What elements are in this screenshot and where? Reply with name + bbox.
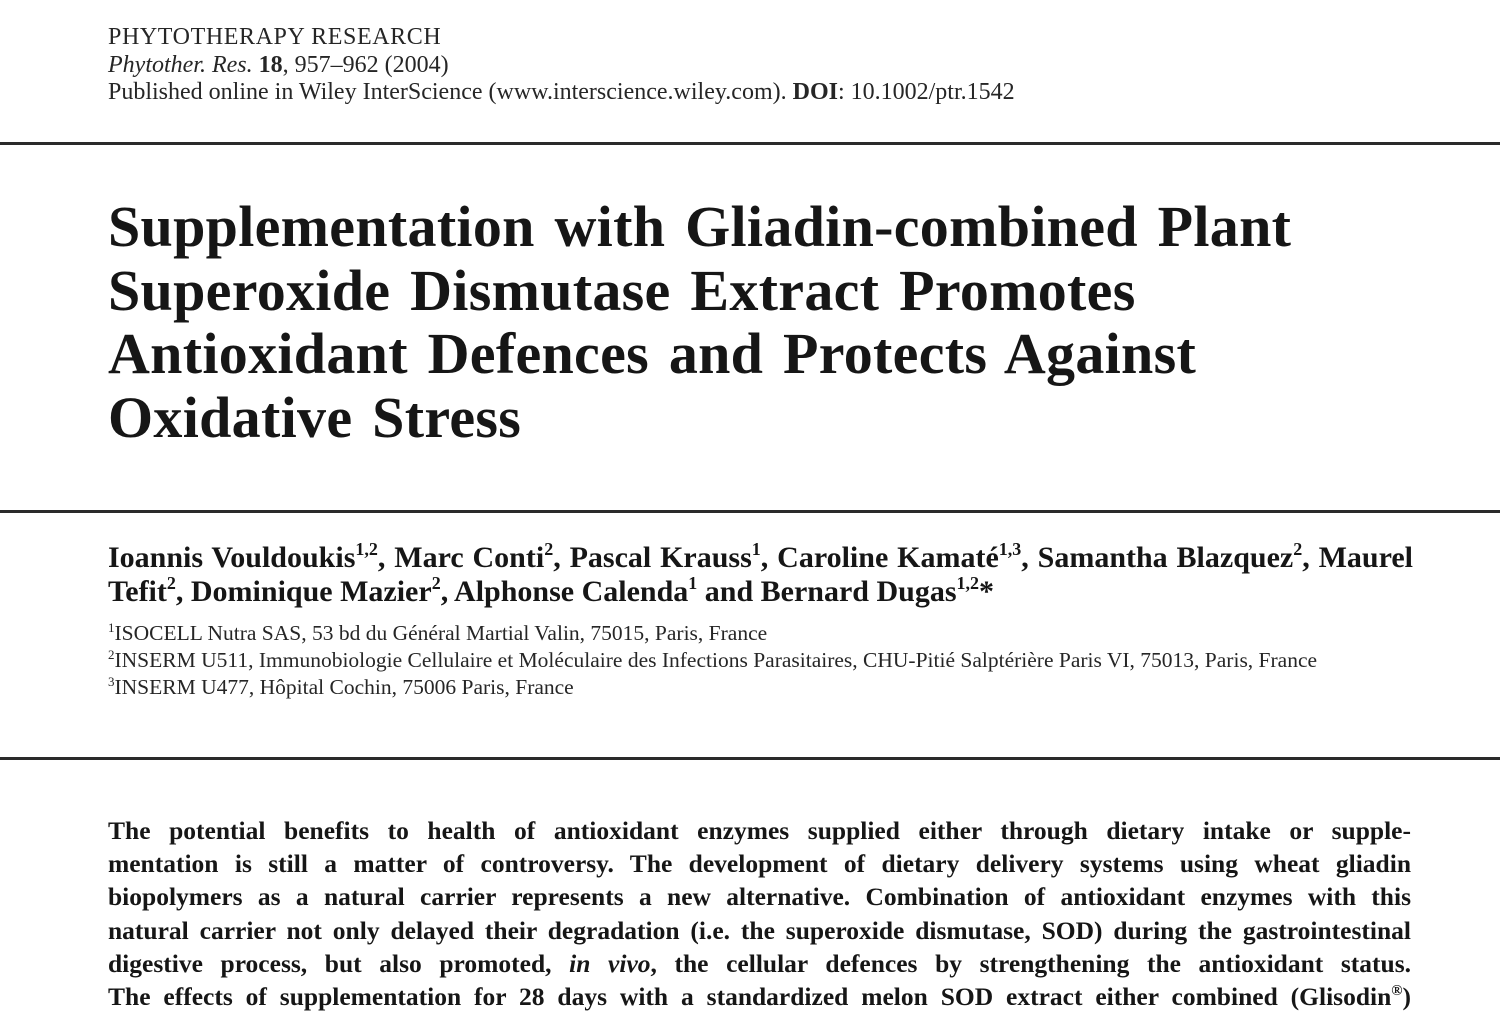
- publication-info: [108, 79, 1015, 107]
- affiliation: [108, 647, 1398, 674]
- corresponding-author-mark: *: [979, 575, 995, 608]
- affiliation-number: 1: [108, 620, 115, 635]
- published-online-text: Published online in Wiley InterScience (www.interscience.wiley.com).: [108, 79, 787, 105]
- author: Bernard Dugas: [760, 575, 957, 608]
- doi-value: : 10.1002/ptr.1542: [837, 79, 1015, 105]
- journal-citation: [108, 52, 1015, 80]
- author-affiliation-mark: 1,3: [998, 539, 1022, 559]
- author: Marc Conti: [394, 541, 545, 574]
- abstract-line: The potential benefits to health of antioxidant enzymes supplied either through dietary intake or supple-: [108, 816, 1411, 845]
- author: Caroline Kamaté: [777, 541, 999, 574]
- author-separator: ,: [1302, 541, 1319, 574]
- author-affiliation-mark: 1: [751, 539, 761, 559]
- abstract-text: , the cellular defences by strengthening the antioxidant status.: [650, 948, 1412, 978]
- abstract-line: biopolymers as a natural carrier represents a new alternative. Combination of antioxidant enzymes with this: [108, 882, 1411, 912]
- author-affiliation-mark: 2: [1293, 539, 1303, 559]
- affiliation-number: 3: [108, 674, 115, 690]
- author: Samantha Blazquez: [1037, 541, 1294, 574]
- journal-name: PHYTOTHERAPY RESEARCH: [108, 24, 442, 50]
- affiliation-number: 2: [108, 647, 115, 663]
- author-separator: and: [697, 575, 761, 608]
- abstract-line: [108, 980, 1411, 1013]
- author-affiliation-mark: 2: [544, 539, 554, 559]
- author-separator: ,: [440, 575, 455, 608]
- registered-mark: ®: [1391, 983, 1403, 1000]
- affiliation: [108, 620, 1398, 647]
- abstract-line: natural carrier not only delayed their degradation (i.e. the superoxide dismutase, SOD) during the gastrointestinal: [108, 915, 1411, 945]
- title-divider: [0, 510, 1500, 513]
- abstract-line: [108, 947, 1411, 980]
- author-affiliation-mark: 2: [431, 573, 441, 593]
- article-title: Supplementation with Gliadin-combined Plant Superoxide Dismutase Extract Promotes Antioxidant Defences and Protects Against Oxidative Stress: [108, 194, 1292, 450]
- author-separator: ,: [553, 541, 570, 574]
- journal-header: [108, 24, 1015, 107]
- affiliation-text: ISOCELL Nutra SAS, 53 bd du Général Martial Valin, 75015, Paris, France: [114, 621, 768, 645]
- author-separator: ,: [1021, 541, 1038, 574]
- author-affiliation-mark: 1,2: [956, 573, 980, 593]
- journal-pages-year: , 957–962 (2004): [282, 51, 449, 78]
- header-divider: [0, 142, 1500, 145]
- abstract-text: The effects of supplementation for 28 days with a standardized melon SOD extract either combined (Glisodin: [108, 982, 1392, 1012]
- abstract-text: ): [1402, 982, 1411, 1012]
- author-separator: ,: [377, 541, 395, 574]
- abstract: [108, 814, 1411, 1013]
- journal-abbrev: Phytother. Res.: [108, 51, 253, 78]
- author-affiliation-mark: 2: [166, 573, 176, 593]
- abstract-italic-term: in vivo: [569, 948, 651, 978]
- author-affiliation-mark: 1: [688, 573, 698, 593]
- author: Maurel Tefit: [108, 541, 1414, 608]
- abstract-line: mentation is still a matter of controversy. The development of dietary delivery systems using wheat gliadin: [108, 849, 1411, 879]
- affiliation-text: INSERM U511, Immunobiologie Cellulaire et Moléculaire des Infections Parasitaires, CHU-Pitié Salptérière Paris VI, 75013, Paris, France: [114, 648, 1318, 673]
- author: Alphonse Calenda: [454, 575, 689, 608]
- journal-volume: 18: [258, 51, 283, 78]
- author-separator: ,: [760, 541, 778, 574]
- author-affiliation-mark: 1,2: [355, 539, 378, 559]
- affiliation-list: [108, 620, 1398, 702]
- author: Ioannis Vouldoukis: [108, 541, 356, 574]
- author-list: [108, 541, 1413, 609]
- affiliations-divider: [0, 757, 1500, 760]
- abstract-text: digestive process, but also promoted,: [108, 948, 552, 978]
- author: Pascal Krauss: [569, 541, 752, 574]
- doi-label: DOI: [792, 79, 838, 105]
- author-separator: ,: [175, 575, 191, 608]
- affiliation-text: INSERM U477, Hôpital Cochin, 75006 Paris, France: [114, 675, 574, 700]
- affiliation: [108, 674, 1398, 701]
- author: Dominique Mazier: [190, 575, 432, 608]
